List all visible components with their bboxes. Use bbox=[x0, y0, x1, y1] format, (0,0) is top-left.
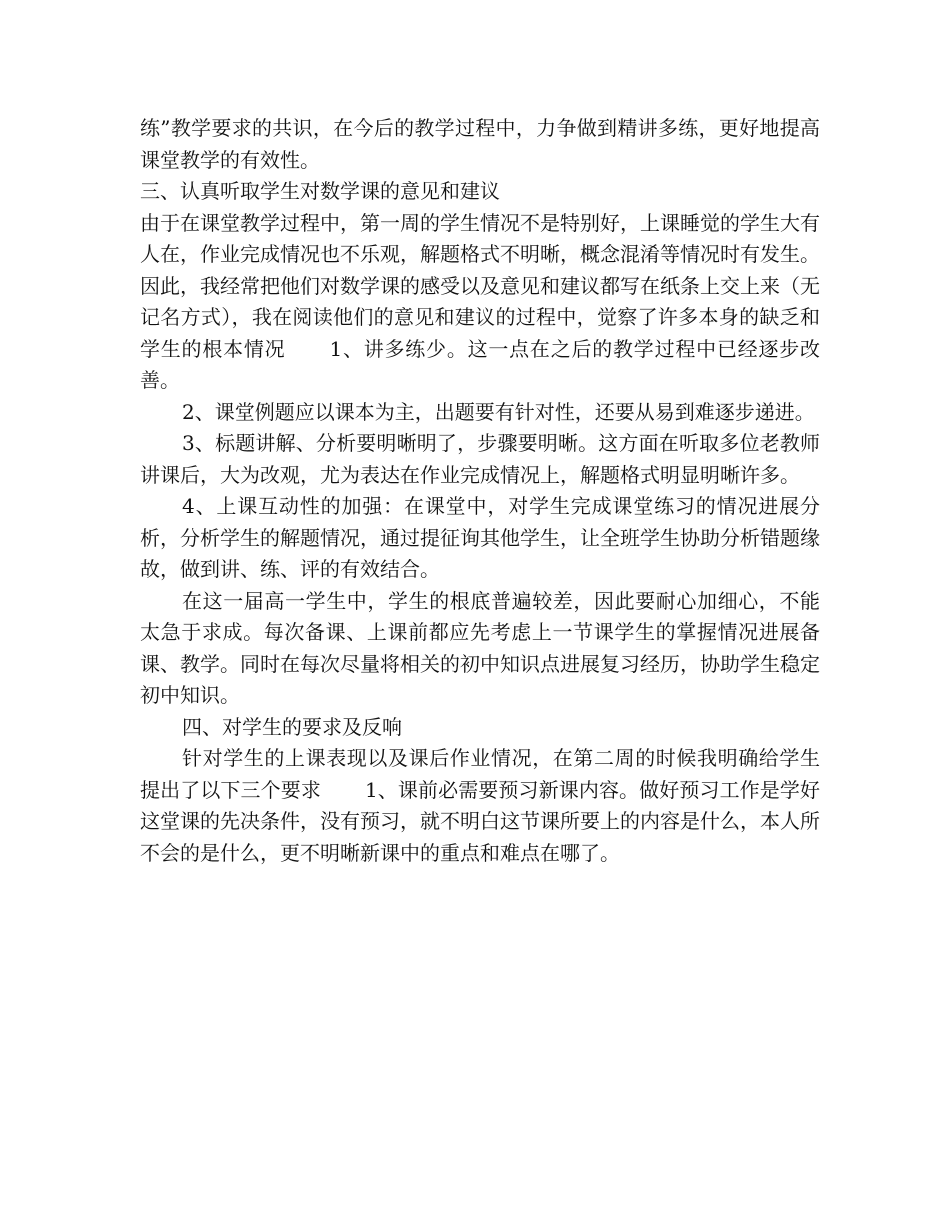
section-heading-3: 三、认真听取学生对数学课的意见和建议 bbox=[140, 179, 500, 203]
paragraph-9-part-b: 1、课前必需要预习新课内容。做好预习工作是学好这堂课的先决条件，没有预习，就不明白这节课所要上的内容是什么，本人所不会的是什么，更不明晰新课中的重点和难点在哪了。 bbox=[140, 777, 820, 865]
paragraph-3 bbox=[140, 208, 820, 397]
section-heading-4: 四、对学生的要求及反响 bbox=[182, 714, 402, 739]
paragraph-3-part-b: 1、讲多练少。这一点在之后的教学过程中已经逐步改善。 bbox=[140, 336, 820, 392]
document-page bbox=[140, 113, 820, 869]
paragraph-7: 在这一届高一学生中，学生的根底普遍较差，因此要耐心加细心，不能太急于求成。每次备课、上课前都应先考虑上一节课学生的掌握情况进展备课、教学。同时在每次尽量将相关的初中知识点进展复习经历，协助学生稳定初中知识。 bbox=[140, 588, 820, 707]
paragraph-4: 2、课堂例题应以课本为主，出题要有针对性，还要从易到难逐步递进。 bbox=[182, 399, 815, 424]
paragraph-9-part-a: 针对学生的上课表现以及课后作业情况，在第二周的时候我明确给学生提出了以下三个要求 bbox=[140, 746, 820, 802]
paragraph-3-part-a: 由于在课堂教学过程中，第一周的学生情况不是特别好，上课睡觉的学生大有人在，作业完成情况也不乐观，解题格式不明晰，概念混淆等情况时有发生。因此，我经常把他们对数学课的感受以及意见和建议都写在纸条上交上来（无记名方式），我在阅读他们的意见和建议的过程中，觉察了许多本身的缺乏和学生的根本情况 bbox=[140, 210, 820, 361]
paragraph-6: 4、上课互动性的加强：在课堂中，对学生完成课堂练习的情况进展分析，分析学生的解题情况，通过提征询其他学生，让全班学生协助分析错题缘故，做到讲、练、评的有效结合。 bbox=[140, 494, 820, 581]
paragraph-5: 3、标题讲解、分析要明晰明了，步骤要明晰。这方面在听取多位老教师讲课后，大为改观，尤为表达在作业完成情况上，解题格式明显明晰许多。 bbox=[140, 431, 820, 487]
paragraph-1: 练”教学要求的共识，在今后的教学过程中，力争做到精讲多练，更好地提高课堂教学的有效性。 bbox=[140, 116, 820, 172]
paragraph-9 bbox=[140, 743, 820, 869]
